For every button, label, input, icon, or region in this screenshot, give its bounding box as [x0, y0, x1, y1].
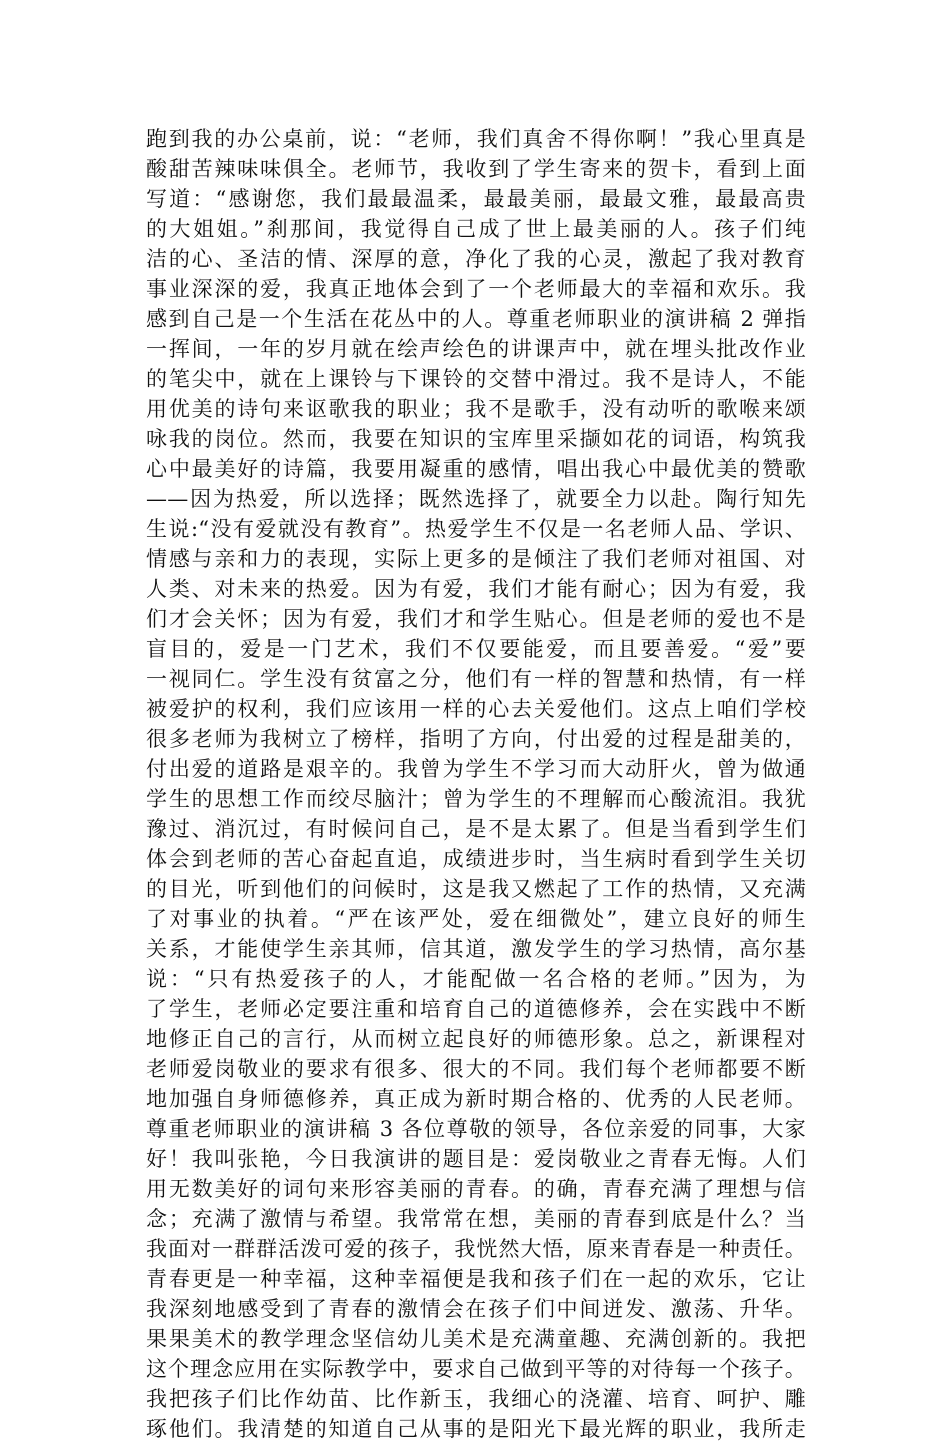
text-line: 关系，才能使学生亲其师，信其道，激发学生的学习热情，高尔基 — [146, 937, 806, 961]
text-line: 心中最美好的诗篇，我要用凝重的感情，唱出我心中最优美的赞歌 — [146, 457, 806, 481]
text-line: 洁的心、圣洁的情、深厚的意，净化了我的心灵，激起了我对教育 — [146, 247, 806, 271]
text-line: 事业深深的爱，我真正地体会到了一个老师最大的幸福和欢乐。我 — [146, 277, 806, 301]
text-line: ——因为热爱，所以选择；既然选择了，就要全力以赴。陶行知先 — [146, 487, 806, 511]
text-line: 盲目的，爱是一门艺术，我们不仅要能爱，而且要善爱。“爱”要 — [146, 637, 806, 661]
text-line: 一视同仁。学生没有贫富之分，他们有一样的智慧和热情，有一样 — [146, 667, 806, 691]
text-line: 咏我的岗位。然而，我要在知识的宝库里采撷如花的词语，构筑我 — [146, 427, 806, 451]
text-line: 了学生，老师必定要注重和培育自己的道德修养，会在实践中不断 — [146, 997, 806, 1021]
text-line: 的目光，听到他们的问候时，这是我又燃起了工作的热情，又充满 — [146, 877, 806, 901]
text-line: 了对事业的执着。“严在该严处，爱在细微处”，建立良好的师生 — [146, 907, 806, 931]
text-line: 很多老师为我树立了榜样，指明了方向，付出爱的过程是甜美的， — [146, 727, 806, 751]
text-line: 我深刻地感受到了青春的激情会在孩子们中间迸发、激荡、升华。 — [146, 1297, 806, 1321]
text-line: 的笔尖中，就在上课铃与下课铃的交替中滑过。我不是诗人，不能 — [146, 367, 806, 391]
text-line: 念；充满了激情与希望。我常常在想，美丽的青春到底是什么？当 — [146, 1207, 806, 1231]
text-line: 果果美术的教学理念坚信幼儿美术是充满童趣、充满创新的。我把 — [146, 1327, 806, 1351]
body-text — [146, 124, 806, 1444]
text-line: 们才会关怀；因为有爱，我们才和学生贴心。但是老师的爱也不是 — [146, 607, 806, 631]
text-line: 写道：“感谢您，我们最最温柔，最最美丽，最最文雅，最最高贵 — [146, 187, 806, 211]
text-line: 跑到我的办公桌前，说：“老师，我们真舍不得你啊！”我心里真是 — [146, 127, 806, 151]
text-line: 这个理念应用在实际教学中，要求自己做到平等的对待每一个孩子。 — [146, 1357, 806, 1381]
text-line: 青春更是一种幸福，这种幸福便是我和孩子们在一起的欢乐，它让 — [146, 1267, 806, 1291]
text-line: 情感与亲和力的表现，实际上更多的是倾注了我们老师对祖国、对 — [146, 547, 806, 571]
text-line: 好！我叫张艳，今日我演讲的题目是：爱岗敬业之青春无悔。人们 — [146, 1147, 806, 1171]
text-line: 的大姐姐。”刹那间，我觉得自己成了世上最美丽的人。孩子们纯 — [146, 217, 806, 241]
text-line: 体会到老师的苦心奋起直追，成绩进步时，当生病时看到学生关切 — [146, 847, 806, 871]
text-line: 我面对一群群活泼可爱的孩子，我恍然大悟，原来青春是一种责任。 — [146, 1237, 806, 1261]
text-line: 一挥间，一年的岁月就在绘声绘色的讲课声中，就在埋头批改作业 — [146, 337, 806, 361]
text-line: 感到自己是一个生活在花丛中的人。尊重老师职业的演讲稿 2 弹指 — [146, 307, 806, 331]
text-line: 尊重老师职业的演讲稿 3 各位尊敬的领导，各位亲爱的同事，大家 — [146, 1117, 806, 1141]
text-line: 用优美的诗句来讴歌我的职业；我不是歌手，没有动听的歌喉来颂 — [146, 397, 806, 421]
text-line: 被爱护的权利，我们应该用一样的心去关爱他们。这点上咱们学校 — [146, 697, 806, 721]
text-line: 付出爱的道路是艰辛的。我曾为学生不学习而大动肝火，曾为做通 — [146, 757, 806, 781]
text-line: 生说:“没有爱就没有教育”。热爱学生不仅是一名老师人品、学识、 — [146, 517, 806, 541]
text-line: 我把孩子们比作幼苗、比作新玉，我细心的浇灌、培育、呵护、雕 — [146, 1387, 806, 1411]
text-line: 说：“只有热爱孩子的人，才能配做一名合格的老师。”因为，为 — [146, 967, 806, 991]
text-line: 人类、对未来的热爱。因为有爱，我们才能有耐心；因为有爱，我 — [146, 577, 806, 601]
text-line: 老师爱岗敬业的要求有很多、很大的不同。我们每个老师都要不断 — [146, 1057, 806, 1081]
text-line: 地修正自己的言行，从而树立起良好的师德形象。总之，新课程对 — [146, 1027, 806, 1051]
text-line: 琢他们。我清楚的知道自己从事的是阳光下最光辉的职业，我所走 — [146, 1417, 806, 1441]
text-line: 用无数美好的词句来形容美丽的青春。的确，青春充满了理想与信 — [146, 1177, 806, 1201]
text-line: 地加强自身师德修养，真正成为新时期合格的、优秀的人民老师。 — [146, 1087, 806, 1111]
text-line: 酸甜苦辣味味俱全。老师节，我收到了学生寄来的贺卡，看到上面 — [146, 157, 806, 181]
text-line: 豫过、消沉过，有时候问自己，是不是太累了。但是当看到学生们 — [146, 817, 806, 841]
text-line: 学生的思想工作而绞尽脑汁；曾为学生的不理解而心酸流泪。我犹 — [146, 787, 806, 811]
